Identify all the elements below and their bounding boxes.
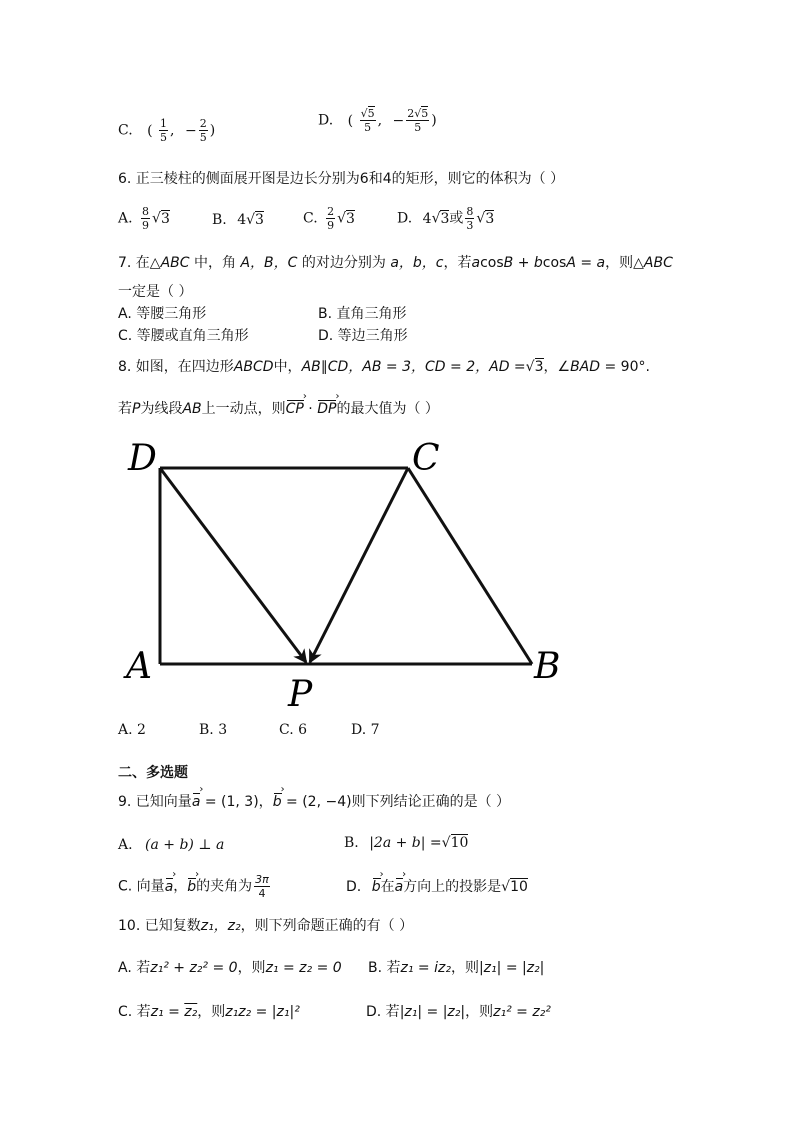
q10-option-b: B. 若z₁ = iz₂，则|z₁| = |z₂|: [368, 960, 545, 976]
q8-figure: [120, 432, 580, 712]
q8-option-b: B. 3: [199, 722, 228, 738]
label-d: D: [128, 438, 157, 479]
q5-option-d: D. ( $\frac{√5}{5}$ , − $\frac{2√5}{5}$ ): [318, 107, 437, 134]
q8-option-c: C. 6: [279, 722, 308, 738]
q8-stem-line2: 若P为线段AB上一动点，则› CP · › DP的最大值为（ ）: [118, 402, 439, 416]
q9-option-a: A. (a + b) ⊥ a: [118, 837, 225, 853]
q10-stem: 10. 已知复数z₁，z₂，则下列命题正确的有（ ）: [118, 918, 414, 934]
vector-dp: [160, 468, 306, 662]
q9-stem: 9. 已知向量› a = (1, 3)，› b = (2, −4)则下列结论正确的是（ ）: [118, 795, 510, 809]
label-p: P: [288, 674, 313, 712]
q7-option-d: D. 等边三角形: [318, 328, 408, 344]
vector-cp: [310, 468, 408, 662]
q7-option-b: B. 直角三角形: [318, 306, 407, 322]
q7-stem-line2: 一定是（ ）: [118, 284, 193, 300]
q5-option-c: C. ( $\frac{1}{5}$ , − $\frac{2}{5}$ ): [118, 117, 216, 144]
label-b: B: [534, 646, 561, 687]
q9-option-d: D. › b在› a方向上的投影是√10: [346, 880, 528, 894]
q7-option-c: C. 等腰或直角三角形: [118, 328, 249, 344]
q9-option-c: C. 向量› a，› b的夹角为 $\frac{3\pi}{4}$: [118, 874, 272, 899]
q6-option-b: B. 4√3: [212, 212, 264, 228]
q7-stem: 7. 在△ABC 中，角 A，B，C 的对边分别为 a，b，c，若acosB + bcosA = a，则△ABC: [118, 255, 673, 271]
q10-option-c: C. 若z₁ = z₂，则z₁z₂ = |z₁|²: [118, 1004, 300, 1020]
q8-option-d: D. 7: [351, 722, 380, 738]
q6-option-d: D. 4√3或 $\frac{8}{3}$ √3: [397, 205, 495, 232]
q10-option-a: A. 若z₁² + z₂² = 0，则z₁ = z₂ = 0: [118, 960, 342, 976]
q8-stem: 8. 如图，在四边形ABCD中，AB∥CD，AB = 3，CD = 2，AD =√3，∠BAD = 90°.: [118, 359, 650, 375]
label-a: A: [126, 646, 152, 687]
q7-option-a: A. 等腰三角形: [118, 306, 207, 322]
label-c: C: [412, 438, 440, 479]
segment-cb: [408, 468, 532, 664]
q10-option-d: D. 若|z₁| = |z₂|，则z₁² = z₂²: [366, 1004, 551, 1020]
q6-stem: 6. 正三棱柱的侧面展开图是边长分别为6和4的矩形，则它的体积为（ ）: [118, 171, 565, 187]
q6-option-c: C. $\frac{2}{9}$ √3: [303, 205, 355, 232]
section-title: 二、多选题: [118, 765, 188, 781]
q9-option-b: B. |2a + b| =√10: [344, 835, 469, 851]
q6-option-a: A. $\frac{8}{9}$ √3: [118, 205, 170, 232]
q8-option-a: A. 2: [118, 722, 146, 738]
